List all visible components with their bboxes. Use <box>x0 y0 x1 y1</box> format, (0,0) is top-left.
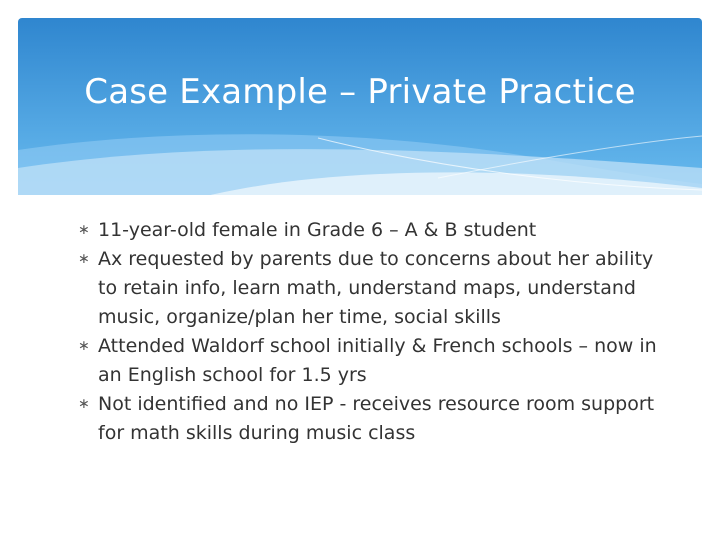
bullet-text: Not identified and no IEP - receives resource room support for math skills during music class <box>98 393 655 444</box>
asterisk-bullet-icon: ∗ <box>78 396 90 412</box>
bullet-item <box>78 216 658 245</box>
title-banner <box>18 18 702 198</box>
bullet-item <box>78 245 658 332</box>
bullet-text: 11-year-old female in Grade 6 – A & B student <box>98 219 537 241</box>
bullet-item <box>78 332 658 390</box>
asterisk-bullet-icon: ∗ <box>78 338 90 354</box>
bullet-text: Attended Waldorf school initially & French schools – now in an English school for 1.5 yrs <box>98 335 657 386</box>
bullet-list <box>78 216 658 448</box>
slide-title: Case Example – Private Practice <box>84 72 636 112</box>
bullet-text: Ax requested by parents due to concerns about her ability to retain info, learn math, understand maps, understand music, organize/plan her time, social skills <box>98 248 654 328</box>
bullet-item <box>78 390 658 448</box>
asterisk-bullet-icon: ∗ <box>78 251 90 267</box>
asterisk-bullet-icon: ∗ <box>78 222 90 238</box>
